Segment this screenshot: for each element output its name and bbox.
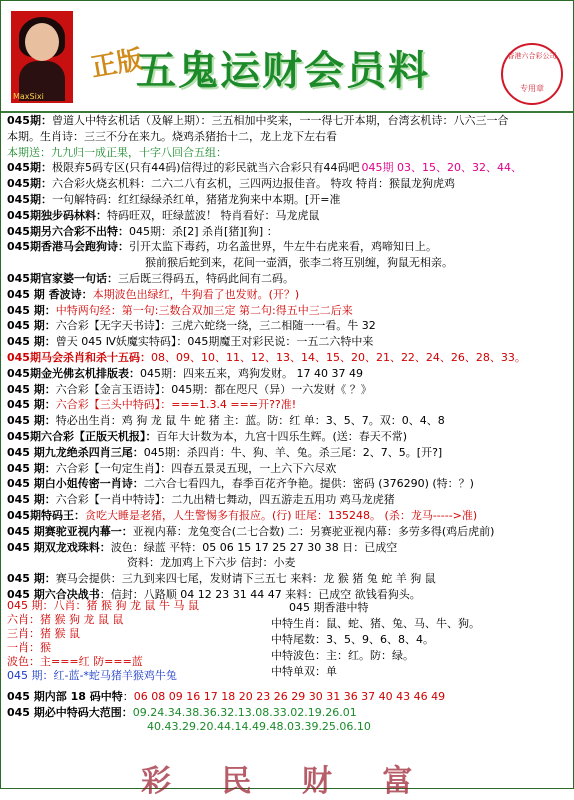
row-prefix: 045 期： xyxy=(7,572,56,586)
info-row xyxy=(7,209,319,222)
row-text: 曾道人中特玄机话（及解上期）：三五相加中奖来，一一得七开本期，台湾玄机诗：八六三一合 xyxy=(51,114,509,127)
row-text: 六合彩【三头中特码】：===1.3.4 ===开??准! xyxy=(55,398,297,412)
row-text: 曾天 045 Ⅳ妖魔实特码】：045期魔王对彩民说：一五二六特中来 xyxy=(55,335,374,349)
row-text: 波色：绿蓝 平特：05 06 15 17 25 27 30 38 日：已成空 xyxy=(110,540,398,554)
special-odd-value: 单 xyxy=(326,665,337,678)
row-text: ：信封：八路顺 04 12 23 31 44 47 来料：已成空 欲钱看狗头。 xyxy=(99,588,421,601)
info-row xyxy=(7,177,455,190)
one-zodiac: 一肖：猴 xyxy=(7,641,51,654)
special-wave-row xyxy=(271,649,414,662)
info-row xyxy=(7,351,526,364)
info-row xyxy=(7,161,522,174)
info-row xyxy=(7,446,442,459)
info-row xyxy=(7,525,494,538)
seal-text: 香港六合彩公司 xyxy=(507,52,557,60)
special-wave-value: 主：红。防：绿。 xyxy=(326,649,414,662)
info-row xyxy=(7,572,436,585)
row-tail-numbers: 045期 03、15、20、32、44、 xyxy=(361,161,523,175)
row-text: 赛马会提供：三九到来四七尾，发财请下三五七 来料：龙 猴 猪 兔 蛇 羊 狗 鼠 xyxy=(55,572,436,586)
row-text: 猴前猴后蛇到来，花间一壶酒，张李二将互别缠，狗鼠无相亲。 xyxy=(145,256,453,270)
row-text: 08、09、10、11、12、13、14、15、20、21、22、24、26、28、33。 xyxy=(150,351,526,364)
row-prefix: 045 期： xyxy=(7,303,56,317)
row-prefix: 045 期： xyxy=(7,414,56,428)
info-row xyxy=(7,398,296,411)
row-prefix: 045 期： xyxy=(7,461,56,475)
codes18-values: 06 08 09 16 17 18 20 23 26 29 30 31 36 37 40 43 46 49 xyxy=(133,690,446,703)
row-text: 贪吃大睡是老猪，人生警惕多有报应。(行) 旺尾：135248。 (杀：龙马----->准) xyxy=(84,509,478,522)
codes-big-row xyxy=(7,706,357,719)
info-row xyxy=(7,430,407,443)
row-text: 六合彩【无字天书诗】：三虎六蛇绕一绕，三二相随一一看。牛 32 xyxy=(55,319,376,333)
special-zodiac-value: 鼠、蛇、猪、兔、马、牛、狗。 xyxy=(326,617,480,630)
info-row xyxy=(7,477,474,490)
left-block xyxy=(7,599,269,687)
eight-zodiac: 045 期：八肖：猪 猴 狗 龙 鼠 牛 马 鼠 xyxy=(7,599,199,612)
row-prefix: 045期独步码林料： xyxy=(7,208,107,222)
row-prefix: 045 期九龙绝杀四肖三尾： xyxy=(7,445,144,459)
info-row xyxy=(145,256,453,269)
special-odd-label: 中特单双： xyxy=(271,665,326,678)
row-prefix: 045 期双龙戏珠料： xyxy=(7,540,111,554)
row-text: 二六合七看四九，春季百花齐争艳。提供：密码 (376290) (特：？) xyxy=(143,477,474,491)
codes-big-line1: 09.24.34.38.36.32.13.08.33.02.19.26.01 xyxy=(132,706,357,719)
special-zodiac-row xyxy=(271,617,480,630)
hk-special-title: 045 期香港中特 xyxy=(289,601,369,614)
row-prefix: 045期特码王： xyxy=(7,509,85,522)
row-prefix: 045 期赛驼亚视内幕一： xyxy=(7,524,133,538)
info-row xyxy=(7,225,278,238)
row-text: 极限弃5码专区(只有44码)信得过的彩民就当六合彩只有44码吧 xyxy=(51,161,360,175)
row-text: 引开太监下毒药，功名盖世界，牛左牛右虎来看，鸡啼知日上。 xyxy=(128,240,437,254)
info-row xyxy=(7,367,363,380)
avatar-face xyxy=(25,23,59,61)
row-prefix: 045期： xyxy=(7,114,52,127)
row-prefix: 045期另六合彩不出特： xyxy=(7,224,129,238)
row-text: 特码旺双，旺绿蓝波！ 特肖看好：马龙虎鼠 xyxy=(106,208,320,222)
three-zodiac: 三肖：猪 猴 鼠 xyxy=(7,627,80,640)
right-block xyxy=(271,601,561,681)
info-row xyxy=(7,304,353,317)
row-prefix: 045 期： xyxy=(7,319,56,333)
info-row xyxy=(7,335,373,348)
special-odd-row xyxy=(271,665,337,678)
row-text: 百年大计数为本，九宫十四乐生辉。(送：春天不常) xyxy=(156,430,408,443)
row-prefix: 045 期： xyxy=(7,493,56,507)
avatar xyxy=(11,11,73,103)
row-text: 亚视内幕：龙兔变合(二七合数) 二：另赛驼亚视内幕：多劳多得(鸡后虎前) xyxy=(132,524,495,538)
special-zodiac-label: 中特生肖： xyxy=(271,617,326,630)
row-text: 六合彩【金言玉语诗】：045期：都在咫尺（异）一六发财《 ？》 xyxy=(55,382,372,396)
page-title: 五鬼运财会员料 xyxy=(136,48,430,94)
info-row xyxy=(7,114,508,127)
info-row xyxy=(7,462,336,475)
info-row xyxy=(7,240,437,253)
special-tail-label: 中特尾数： xyxy=(271,633,326,646)
info-row xyxy=(7,414,445,427)
row-text: 本期。生肖诗：三三不分在来九。烧鸡杀猪抬十二，龙上龙下左右看 xyxy=(7,129,337,143)
special-tail-value: 3、5、9、6、8、4。 xyxy=(326,633,434,646)
info-row xyxy=(7,193,340,206)
wave-color: 波色：主===红 防===蓝 xyxy=(7,655,143,668)
codes18-label: 045 期内部 18 码中特 xyxy=(7,690,123,703)
row-text: 六合彩【一句定生肖】：四春五景灵五现，一上六下六尽欢 xyxy=(55,461,337,475)
info-row xyxy=(7,493,395,506)
row-text: 本期送：九九归一成正果，十字八回合五组： xyxy=(7,145,227,159)
row-text: 045期：四来五来，鸡狗发财。 17 40 37 49 xyxy=(139,366,363,380)
row-prefix: 045 期六合决战书 xyxy=(7,588,100,601)
row-prefix: 045期六合彩【正版天机报】： xyxy=(7,430,157,443)
special-tail-row xyxy=(271,633,434,646)
row-prefix: 045期马会杀肖和杀十五码： xyxy=(7,351,151,364)
row-text: 资料：龙加鸡上下六步 信封：小麦 xyxy=(127,556,296,570)
row-prefix: 045期金光佛玄机排版表： xyxy=(7,366,140,380)
info-row xyxy=(7,319,376,332)
seal-sub: 专用章 xyxy=(520,84,544,93)
row-prefix: 045 期白小姐传密一肖诗： xyxy=(7,477,144,491)
row-text: 045期：杀[2] 杀肖[猪][狗] ： xyxy=(128,224,278,238)
row-text: 本期波色出绿红，牛狗看了也发财。(开？) xyxy=(92,287,300,301)
info-row xyxy=(7,509,477,522)
info-row xyxy=(7,146,227,159)
six-zodiac: 六肖：猪 猴 狗 龙 鼠 鼠 xyxy=(7,613,124,626)
row-text: 六合彩火烧玄机料：二六二八有玄机，三四两边报佳音。 特攻 特肖：猴鼠龙狗虎鸡 xyxy=(51,177,455,191)
row-text: 三后既三得码五，特码此间有二码。 xyxy=(117,272,294,285)
row-text: 中特两句经：第一句:三数合双加三定 第二句:得五中三二后来 xyxy=(55,303,353,317)
info-row xyxy=(7,272,294,285)
row-text: 六合彩【一肖中特诗】：二九出精七舞动，四五游走五用功 鸡马龙虎猪 xyxy=(55,493,395,507)
row-text: 特必出生肖：鸡 狗 龙 鼠 牛 蛇 猪 主：蓝。防：红 单：3、5、7。双：0、4、8 xyxy=(55,414,445,428)
row-prefix: 045 期 香波诗： xyxy=(7,287,93,301)
row-prefix: 045期香港马会跑狗诗： xyxy=(7,240,129,254)
row-prefix: 045 期： xyxy=(7,382,56,396)
row-prefix: 045期官家婆一句话： xyxy=(7,272,118,285)
row-prefix: 045期： xyxy=(7,193,52,206)
row-text: 一句解特码：红红绿绿杀红单，猪猪龙狗来中本期。[开=准 xyxy=(51,193,341,206)
row-prefix: 045 期： xyxy=(7,398,56,412)
info-row xyxy=(127,556,296,569)
info-row xyxy=(7,541,397,554)
info-row xyxy=(7,288,299,301)
avatar-tag: MaxSixi xyxy=(13,92,44,101)
info-row xyxy=(7,130,337,143)
codes-big-line2: 40.43.29.20.44.14.49.48.03.39.25.06.10 xyxy=(147,720,371,733)
row-prefix: 045 期： xyxy=(7,335,56,349)
row-prefix: 045期： xyxy=(7,177,52,191)
color-zodiac-list: 045 期：红-蓝-*蛇马猪羊猴鸡牛兔 xyxy=(7,669,177,682)
bottom-watermark: 彩 民 财 富 xyxy=(141,764,433,799)
codes-big-label: 045 期必中特码大范围： xyxy=(7,706,133,719)
special-wave-label: 中特波色： xyxy=(271,649,326,662)
zheng-ban-mark: 正版 xyxy=(88,44,146,84)
row-prefix: 045期： xyxy=(7,161,52,175)
official-seal xyxy=(501,43,563,105)
codes18-row: 045 期内部 18 码中特：06 08 09 16 17 18 20 23 26 29 30 31 36 37 40 43 46 49 xyxy=(7,690,446,703)
info-row xyxy=(7,383,372,396)
row-text: 045期：杀四肖：牛、狗、羊、兔。杀三尾：2、7、5。[开?] xyxy=(143,445,443,459)
header xyxy=(1,1,573,113)
